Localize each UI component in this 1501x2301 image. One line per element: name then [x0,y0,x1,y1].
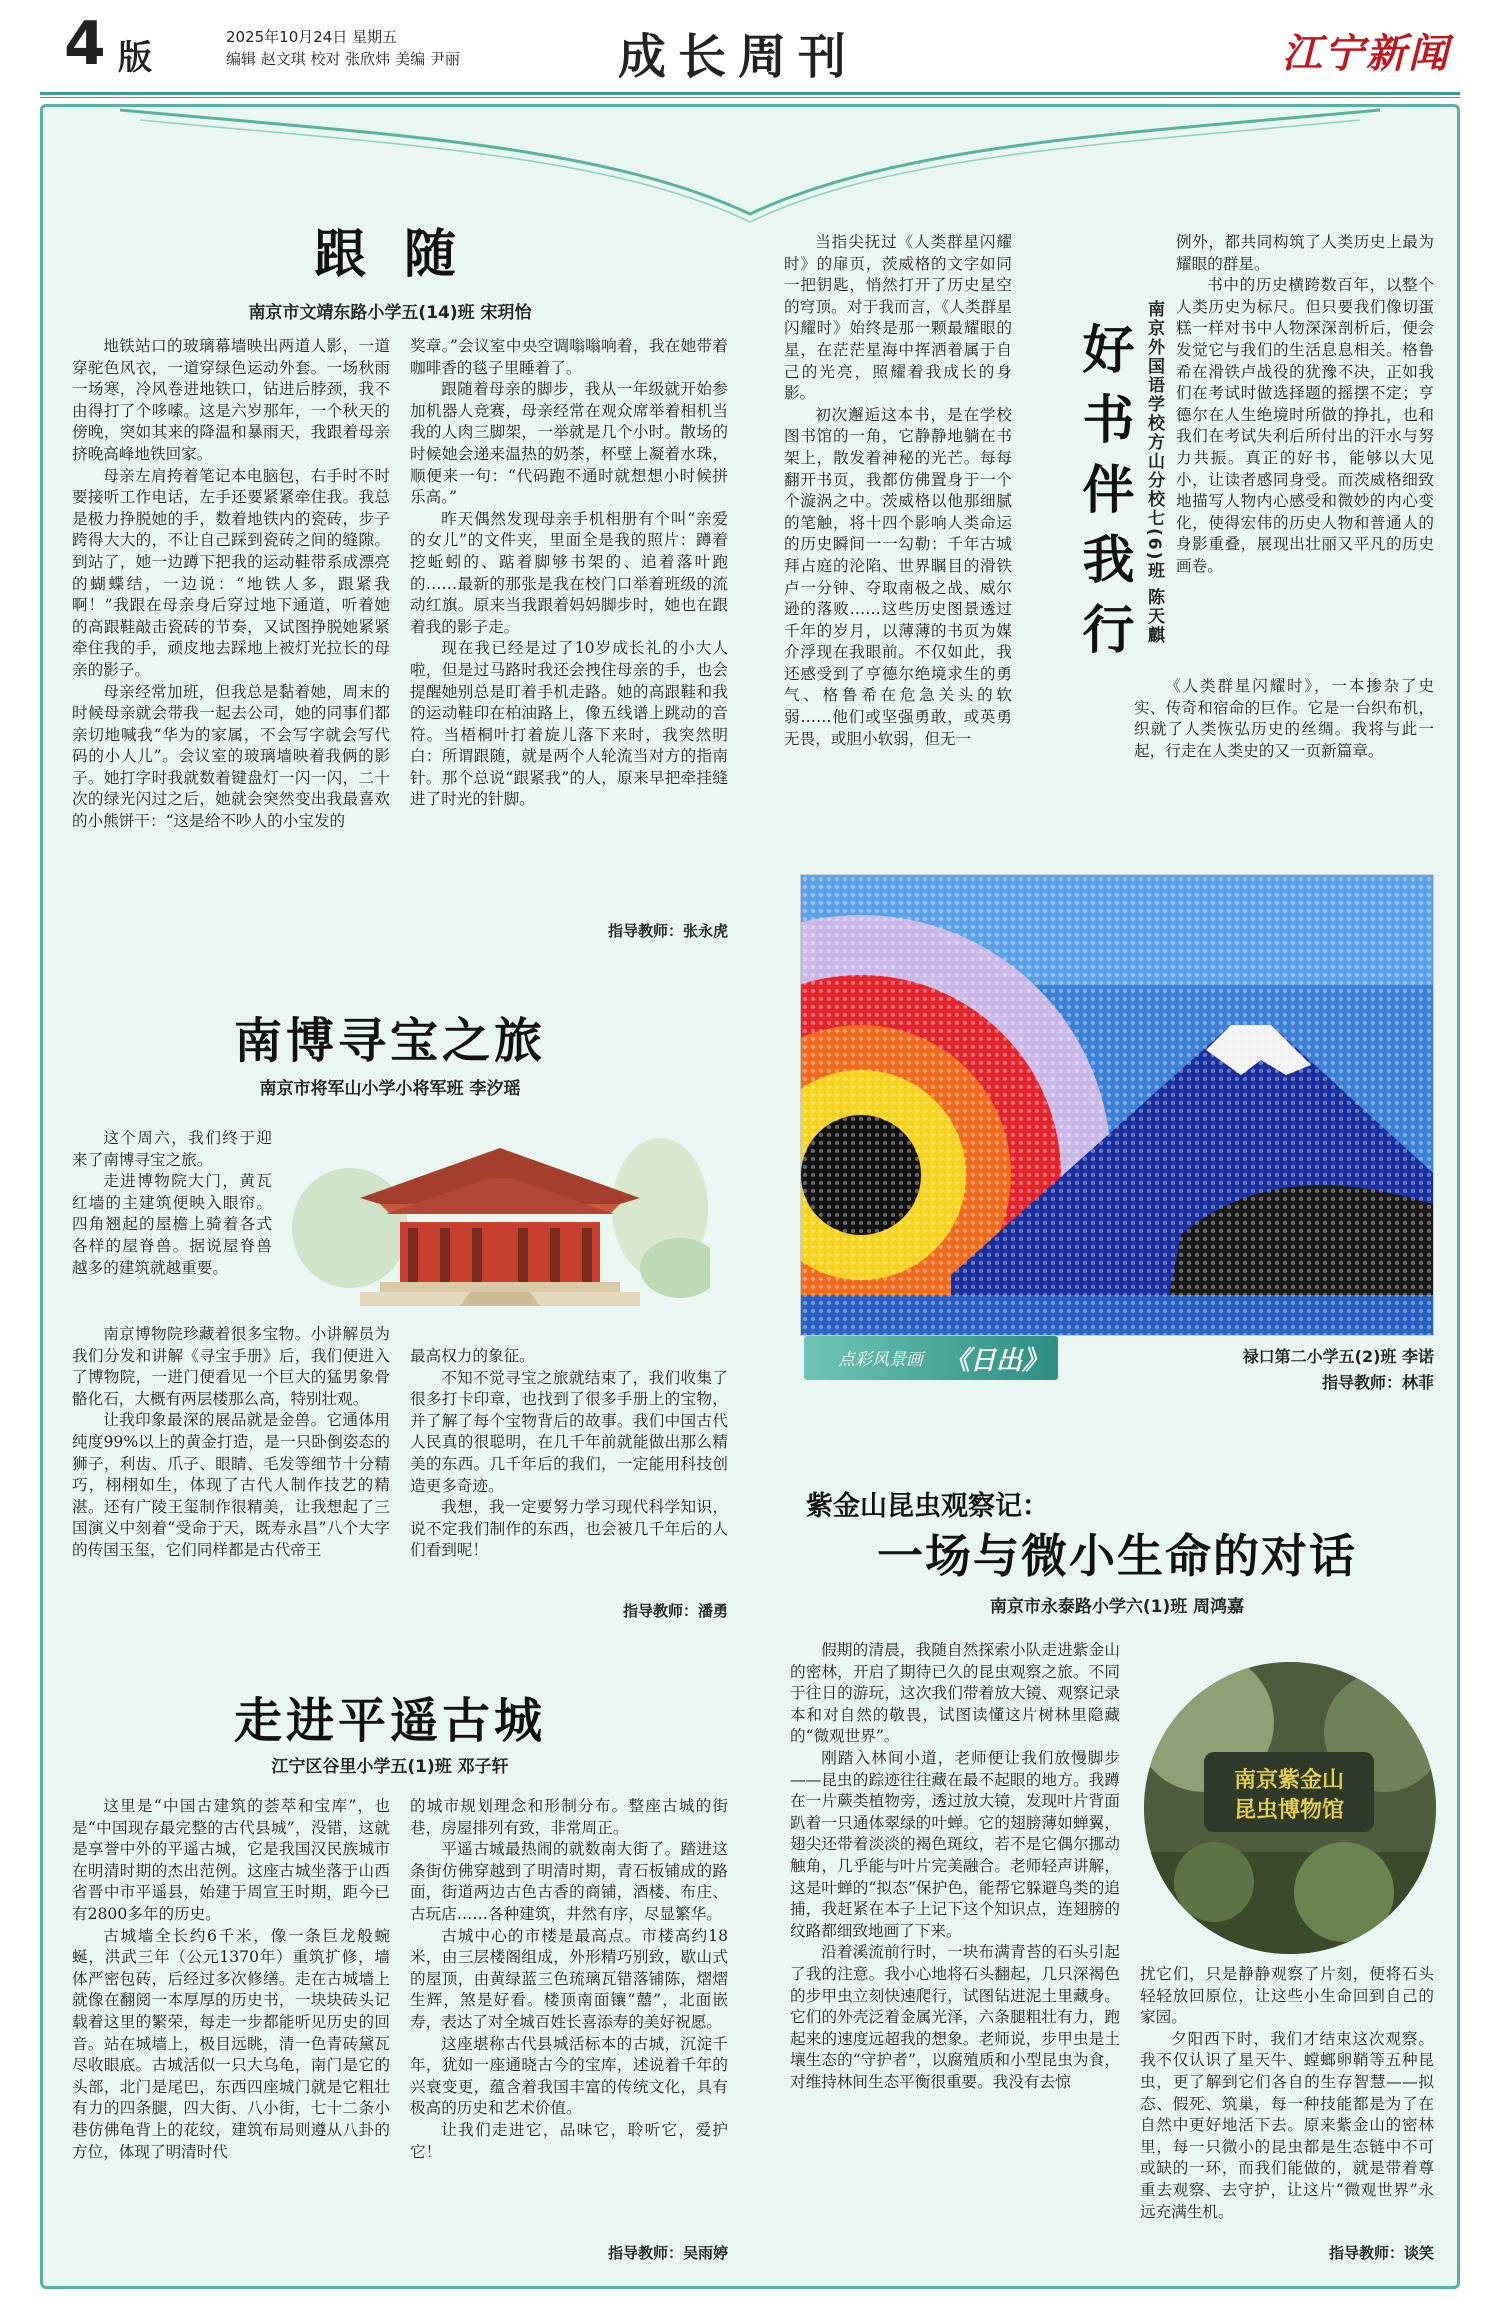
paragraph: 夕阳西下时，我们才结束这次观察。我不仅认识了星天牛、螳螂卵鞘等五种昆虫，更了解到它们各自的生存智慧——拟态、假死、筑巢，每一种技能都是为了在自然中更好地活下去。原来紫金山的密林里，每一只微小的昆虫都是生态链中不可或缺的一环，而我们能做的，就是带着尊重去观察、去守护，让这片“微观世界”永远充满生机。 [1140,2029,1434,2221]
article-goodbook-col2 [1176,232,1434,578]
newspaper-masthead: 江宁新闻 [1282,30,1450,77]
article-kicker-insects: 紫金山昆虫观察记： [806,1491,1049,1522]
page-number: 4 [64,9,106,79]
article-title-museum: 南博寻宝之旅 [233,1013,546,1069]
paragraph: 我想，我一定要努力学习现代科学知识，说不定我们制作的东西，也会被几千年后的人们看到呢！ [410,1498,728,1560]
article-goodbook-col1 [784,232,1012,750]
insect-museum-photo [1144,1662,1436,1954]
page-header [0,0,1501,96]
paragraph: 假期的清晨，我随自然探索小队走进紫金山的密林，开启了期待已久的昆虫观察之旅。不同于往日的游玩，这次我们带着放大镜、观察记录本和对自然的敬畏，试图读懂这片树林里隐藏的“微观世界”。 [790,1641,1120,1746]
painting-label-prefix: 点彩风景画 [838,1350,923,1370]
article-insects-col1 [790,1640,1120,2093]
article-byline-follow: 南京市文靖东路小学五(14)班 宋玥怡 [248,303,532,323]
header-rule [40,92,1460,95]
paragraph: 让我们走进它，品味它，聆听它，爱护它！ [410,2120,728,2161]
painting-teacher: 指导教师：林菲 [1321,1373,1434,1392]
paragraph: 例外，都共同构筑了人类历史上最为耀眼的群星。 [1176,233,1434,273]
teacher-credit: 指导教师：潘勇 [622,1602,728,1620]
teacher-credit: 指导教师：张永虎 [607,922,728,940]
article-byline-museum: 南京市将军山小学小将军班 李汐瑶 [259,1079,521,1099]
article-pingyao-col2 [410,1796,728,2163]
article-museum-col2 [410,1346,728,1562]
article-byline-pingyao: 江宁区谷里小学五(1)班 邓子轩 [271,1757,509,1777]
staff-line: 编辑 赵文琪 校对 张欣炜 美编 尹丽 [226,50,460,68]
teacher-credit: 指导教师：谈笑 [1328,2244,1434,2262]
museum-building-illustration [290,1118,710,1314]
photo-sign-text-2: 昆虫博物馆 [1233,1798,1345,1823]
paragraph: 的城市规划理念和形制分布。整座古城的街巷，房屋排列有致，非常周正。 [410,1797,728,1837]
paragraph: 平遥古城最热闹的就数南大街了。踏进这条街仿佛穿越到了明清时期，青石板铺成的路面，街道两边古色古香的商铺，酒楼、布庄、古玩店……各种建筑，井然有序，尽显繁华。 [410,1840,728,1923]
paragraph: 不知不觉寻宝之旅就结束了，我们收集了很多打卡印章，也找到了很多手册上的宝物，并了解了每个宝物背后的故事。我们中国古代人民真的很聪明，在几千年前就能做出那么精美的东西。几千年后的我们，一定能用科技创造更多奇迹。 [410,1368,728,1495]
article-title-pingyao: 走进平遥古城 [233,1693,546,1749]
page-suffix: 版 [118,38,152,78]
paragraph: 走进博物院大门，黄瓦红墙的主建筑便映入眼帘。四角翘起的屋檐上骑着各式各样的屋脊兽。据说屋脊兽越多的建筑就越重要。 [72,1172,272,1277]
paragraph: 最高权力的象征。 [410,1347,535,1365]
issue-title: 成长周刊 [618,29,859,85]
pointillism-painting [800,874,1434,1336]
paragraph: 古城中心的市楼是最高点。市楼高约18米，由三层楼阁组成，外形精巧别致，歇山式的屋顶，由黄绿蓝三色琉璃瓦错落铺陈，熠熠生辉，煞是好看。楼顶南面镶“囍”，北面嵌寿，表达了对全城百姓长喜添寿的美好祝愿。 [410,1926,728,2031]
paragraph: 古城墙全长约6千米，像一条巨龙般蜿蜒，洪武三年（公元1370年）重筑扩修，墙体严密包砖，后经过多次修缮。走在古城墙上就像在翻阅一本厚厚的历史书，一块块砖头记载着这里的繁荣，每走一步都能听见历史的回音。站在城墙上，极目远眺，清一色青砖黛瓦尽收眼底。古城活似一只大乌龟，南门是它的头部，北门是尾巴，东西四座城门就是它粗壮有力的四条腿，四大街、八小街，七十二条小巷仿佛龟背上的花纹，建筑布局则遵从八卦的方位，体现了明清时代 [72,1926,390,2161]
paragraph: 母亲左肩挎着笔记本电脑包，右手时不时要接听工作电话，左手还要紧紧牵住我。我总是极力挣脱她的手，数着地铁内的瓷砖，步子跨得大大的，不让自己踩到瓷砖之间的缝隙。到站了，她一边蹲下把我的运动鞋带系成漂亮的蝴蝶结，一边说：“地铁人多，跟紧我啊！”我跟在母亲身后穿过地下通道，听着她的高跟鞋敲击瓷砖的节奏，又试图挣脱她紧紧牵住我的手，顽皮地去踩地上被灯光拉长的母亲的影子。 [72,466,390,679]
teacher-credit: 指导教师：吴雨婷 [607,2244,728,2262]
article-museum-col1 [72,1324,390,1562]
photo-sign-text-1: 南京紫金山 [1233,1768,1345,1793]
article-byline-goodbook: 南京外国语学校方山分校七(6)班 陈天麒 [1144,300,1164,646]
article-title-follow: 跟 随 [313,224,467,285]
paragraph: 书中的历史横跨数百年，以整个人类历史为标尺。但只要我们像切蛋糕一样对书中人物深深剖析后，便会发觉它与我们的生活息息相关。格鲁希在滑铁卢战役的犹豫不决，正如我们在考试时做选择题的摇摆不定；亨德尔在人生绝境时所做的挣扎，也和我们在考试失利后所付出的汗水与努力共振。真正的好书，能够以大见小，让读者感同身受。而茨威格细致地描写人物内心感受和微妙的内心变化，使得宏伟的历史人物和普通人的身影重叠，展现出壮丽又平凡的历史画卷。 [1176,276,1434,575]
article-title-goodbook: 好书伴我行 [1073,322,1134,672]
article-title-insects: 一场与微小生命的对话 [877,1529,1357,1583]
sunrise-painting-image [801,875,1434,1336]
article-pingyao-col1 [72,1796,390,2163]
article-follow-col2 [410,336,728,811]
paragraph: 这个周六，我们终于迎来了南博寻宝之旅。 [72,1129,272,1169]
issue-meta [226,26,460,70]
paragraph: 母亲经常加班，但我总是黏着她，周末的时候母亲就会带我一起去公司，她的同事们都亲切地喊我“华为的家属，不会写字就会写代码的小人儿”。会议室的玻璃墙映着我俩的影子。她打字时我就数着键盘灯一闪一闪，二十次的绿光闪过之后，她就会突然变出我最喜欢的小熊饼干：“这是给不吵人的小宝发的 [72,682,390,831]
paragraph: 地铁站口的玻璃幕墙映出两道人影，一道穿驼色风衣，一道穿绿色运动外套。一场秋雨一场寒，冷风卷进地铁口，钻进后脖颈，我不由得打了个哆嗦。这是六岁那年，一个秋天的傍晚，突如其来的降温和暴雨天，我跟着母亲挤晚高峰地铁回家。 [72,337,390,463]
paragraph: 现在我已经是过了10岁成长礼的小大人啦，但是过马路时我还会拽住母亲的手，也会提醒她别总是盯着手机走路。她的高跟鞋和我的运动鞋印在柏油路上，像五线谱上跳动的音符。当梧桐叶打着旋儿落下来时，我突然明白：所谓跟随，就是两个人轮流当对方的指南针。那个总说“跟紧我”的人，原来早把牵挂缝进了时光的针脚。 [410,639,728,809]
paragraph: 当指尖抚过《人类群星闪耀时》的扉页，茨威格的文字如同一把钥匙，悄然打开了历史星空的穹顶。对于我而言，《人类群星闪耀时》始终是那一颗最耀眼的星，在茫茫星海中挥洒着属于自己的光亮，照耀着我成长的身影。 [784,233,1012,403]
insect-museum-photo-image [1144,1662,1436,1954]
paragraph: 昨天偶然发现母亲手机相册有个叫“亲爱的女儿”的文件夹，里面全是我的照片：蹲着挖蚯蚓的、踮着脚够书架的、追着落叶跑的……最新的那张是我在校门口举着班级的流动红旗。原来当我跟着妈妈脚步时，她也在跟着我的影子走。 [410,509,728,636]
article-byline-insects: 南京市永泰路小学六(1)班 周鸿嘉 [989,1597,1245,1617]
article-museum-intro [72,1128,272,1279]
painting-label-title: 《日出》 [944,1346,1049,1376]
article-goodbook-col3 [1134,676,1434,762]
paragraph: 刚踏入林间小道，老师便让我们放慢脚步——昆虫的踪迹往往藏在最不起眼的地方。我蹲在一片蕨类植物旁，透过放大镜，发现叶片背面趴着一只通体翠绿的叶蝉。它的翅膀薄如蝉翼，翅尖还带着淡淡的褐色斑纹，若不是它偶尔挪动触角，几乎能与叶片完美融合。老师轻声讲解，这是叶蝉的“拟态”保护色，能帮它躲避鸟类的追捕，我赶紧在本子上记下这个知识点，连翅膀的纹路都细致地画了下来。 [790,1748,1120,1940]
paragraph: 这里是“中国古建筑的荟萃和宝库”，也是“中国现存最完整的古代县城”，没错，这就是享誉中外的平遥古城，它是我国汉民族城市在明清时期的杰出范例。这座古城坐落于山西省晋中市平遥县，始建于周宣王时期，距今已有2800多年的历史。 [72,1797,390,1923]
paragraph: 《人类群星闪耀时》，一本掺杂了史实、传奇和宿命的巨作。它是一台织布机，织就了人类恢弘历史的丝绸。我将与此一起，行走在人类史的又一页新篇章。 [1134,677,1434,760]
paragraph: 初次邂逅这本书，是在学校图书馆的一角，它静静地躺在书架上，散发着神秘的光芒。每每翻开书页，我都仿佛置身于一个个漩涡之中。茨威格以他那细腻的笔触，将十四个影响人类命运的历史瞬间一一勾勒：千年古城拜占庭的沦陷、世界瞩目的滑铁卢一分钟、夺取南极之战、威尔逊的落败……这些历史图景透过千年的岁月，以薄薄的书页为媒介浮现在我眼前。不仅如此，我还感受到了亨德尔绝境求生的勇气、格鲁希在危急关头的软弱……他们或坚强勇敢，或英勇无畏，或胆小软弱，但无一 [784,405,1012,748]
article-insects-col2 [1140,1964,1434,2223]
paragraph: 南京博物院珍藏着很多宝物。小讲解员为我们分发和讲解《寻宝手册》后，我们便进入了博物院，一进门便看见一个巨大的猛男象骨骼化石，大概有两层楼那么高，特别壮观。 [72,1325,390,1408]
painting-credit: 禄口第二小学五(2)班 李诺 [1242,1347,1434,1366]
paragraph: 扰它们，只是静静观察了片刻，便将石头轻轻放回原位，让这些小生命回到自己的家园。 [1140,1965,1434,2027]
paragraph: 这座堪称古代县城活标本的古城，沉淀千年，犹如一座通晓古今的宝库，述说着千年的兴衰变更，蕴含着我国丰富的传统文化，具有极高的历史和艺术价值。 [410,2034,728,2118]
paragraph: 跟随着母亲的脚步，我从一年级就开始参加机器人竞赛，母亲经常在观众席举着相机当我的人肉三脚架，一举就是几个小时。散场的时候她会递来温热的奶茶，杯壁上凝着水珠，顺便来一句：“代码跑不通时就想想小时候拼乐高。” [410,380,728,507]
header-rule-thin [40,97,1460,98]
date-line: 2025年10月24日 星期五 [226,28,398,46]
paragraph: 奖章。”会议室中央空调嗡嗡响着，我在她带着咖啡香的毯子里睡着了。 [410,337,728,377]
paragraph: 沿着溪流前行时，一块布满青苔的石头引起了我的注意。我小心地将石头翻起，几只深褐色的步甲虫立刻快速爬行，试图钻进泥土里藏身。它们的外壳泛着金属光泽，六条腿粗壮有力，跑起来的速度远超我的想象。老师说，步甲虫是土壤生态的“守护者”，以腐殖质和小型昆虫为食，对维持林间生态平衡很重要。我没有去惊 [790,1943,1120,2091]
open-book-decoration [120,104,1380,224]
article-follow-col1 [72,336,390,833]
paragraph: 让我印象最深的展品就是金兽。它通体用纯度99%以上的黄金打造，是一只卧倒姿态的狮子，利齿、爪子、眼睛、毛发等细节十分精巧，栩栩如生，体现了古代人制作技艺的精湛。还有广陵王玺制作很精美，让我想起了三国演义中刻着“受命于天，既寿永昌”八个大字的传国玉玺，它们同样都是古代帝王 [72,1411,390,1559]
